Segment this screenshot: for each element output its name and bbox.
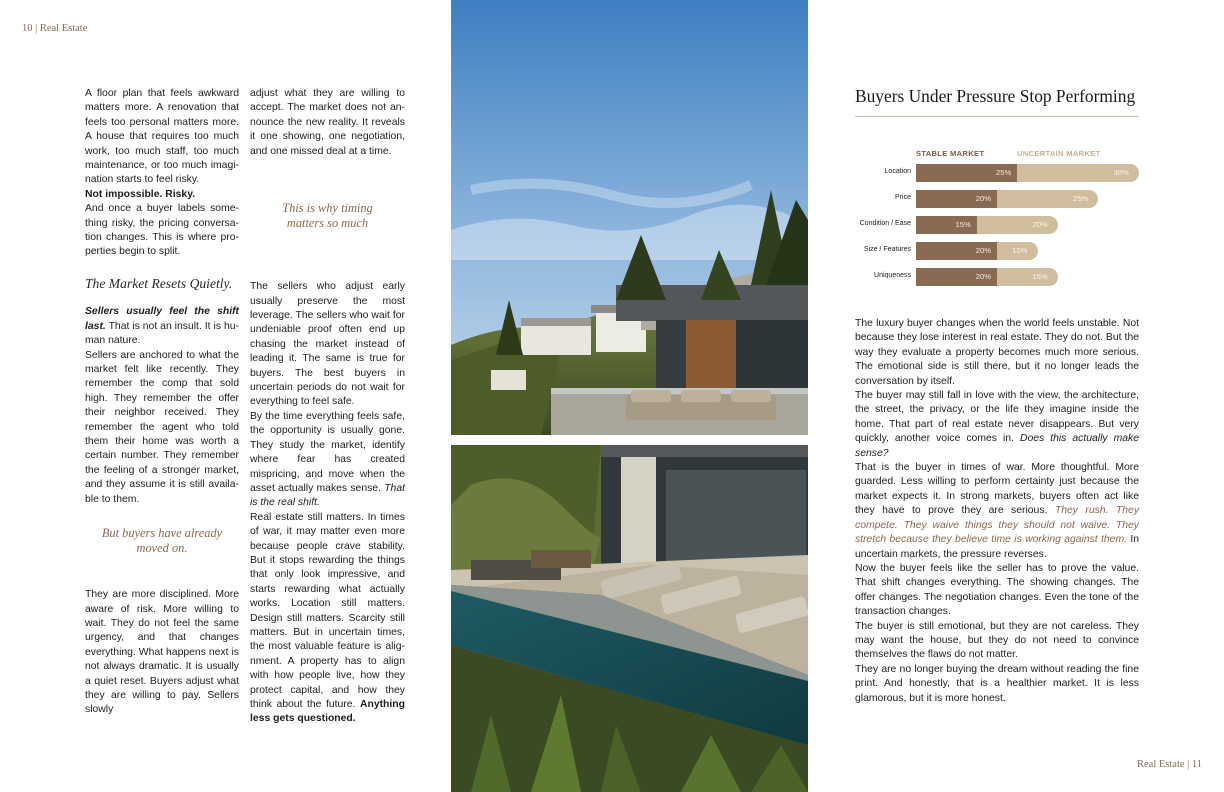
paragraph-italic: That is the real shift.	[250, 482, 405, 509]
folio-left: 10 | Real Estate	[22, 23, 88, 34]
paragraph: Sellers are anchored to what the market felt like recently. They remember the comp that sold high. They remember the offer their neighbor received. They remember the agent who told them their home was worth a certain number. They remember the feeling of a stronger market, and they assume it is still available to them.	[85, 349, 239, 505]
modern-hillside-villa-photo	[451, 0, 808, 435]
villa-photo-illustration	[451, 0, 808, 435]
paragraph-bold: Not impossible. Risky.	[85, 188, 196, 200]
value-label-uncertain: 10%	[1012, 246, 1028, 255]
paragraph-text: By the time everything feels safe, the opportunity is usually gone. They study the market, identify where fear has created mispricing, and move when the asset actually makes sense.	[250, 410, 405, 494]
category-label: Size / Features	[863, 246, 911, 253]
text-column-2	[250, 87, 405, 727]
paragraph: The buyer is still emotional, but they are not careless. They may want the house, but they do not need to convince themselves the flaws do not matter.	[855, 620, 1139, 661]
paragraph: adjust what they are willing to accept. The market does not announce the new reality. It reveals it one showing, one negotiation, and one missed deal at a time.	[250, 88, 405, 157]
lead-in-rest: That is not an insult. It is human nature.	[85, 320, 239, 347]
folio-right: Real Estate | 11	[1137, 759, 1202, 770]
title-divider	[855, 116, 1139, 117]
text-column-3	[855, 317, 1139, 706]
paragraph: The luxury buyer changes when the world feels unstable. Not because they lose interest in real estate. They do not. But the way they evaluate a property becomes much more serious. The emotional side is still there, but it no longer leads the conversation by itself.	[855, 318, 1139, 387]
paragraph: Now the buyer feels like the seller has to prove the value. That shift changes everything. The showing changes. The offer changes. The negotiation changes. Even the tone of the transaction changes.	[855, 562, 1139, 618]
paragraph	[250, 410, 405, 511]
value-label-stable: 15%	[955, 220, 971, 229]
legend-stable-market: STABLE MARKET	[916, 149, 985, 158]
pool-photo-illustration	[451, 445, 808, 792]
paragraph: And once a buyer labels something risky, the pricing conversation changes. This is where properties begin to split.	[85, 203, 239, 258]
paragraph-accent: They rush. They compete. They waive things they should not waive. They stretch because they believe time is working against them.	[855, 505, 1140, 546]
paragraph: They are more disciplined. More aware of risk. More willing to wait. They do not feel the same urgency, and that changes everything. What happens next is not always dramatic. It is usually a quiet reset. Buyers adjust what they are willing to pay. Sellers slowly	[85, 589, 239, 716]
value-label-stable: 20%	[975, 194, 991, 203]
paragraph-text: The buyer may still fall in love with the view, the architecture, the street, the privacy, or the life they imagine inside the home. That part of real estate never disappears. But very quickly, another voice comes in.	[855, 390, 1139, 445]
pull-quote: But buyers have already moved on.	[101, 525, 223, 555]
paragraph-text: In uncertain markets, the pressure reverses.	[855, 534, 1139, 560]
paragraph	[250, 511, 405, 727]
value-label-stable: 20%	[975, 246, 991, 255]
paragraph: The sellers who adjust early usually preserve the most leverage. The sellers who wait for undeniable proof often end up chasing the market instead of leading it. The same is true for buyers. The best buyers in uncertain periods do not wait for everything to feel safe.	[250, 281, 405, 408]
value-label-uncertain: 25%	[1073, 194, 1089, 203]
text-column-1	[85, 87, 239, 718]
value-label-uncertain: 30%	[1113, 168, 1129, 177]
value-label-uncertain: 15%	[1032, 272, 1048, 281]
buyer-priorities-chart	[835, 140, 1145, 290]
pull-quote: This is why timing matters so much	[282, 201, 373, 230]
paragraph	[85, 305, 239, 348]
category-label: Uniqueness	[874, 272, 911, 279]
page-title: Buyers Under Pressure Stop Performing	[855, 86, 1136, 106]
value-label-stable: 20%	[975, 272, 991, 281]
section-heading: The Market Resets Quietly.	[85, 275, 233, 291]
paragraph	[855, 389, 1139, 461]
paragraph-italic: Does this actually make sense?	[855, 433, 1139, 459]
paragraph	[855, 461, 1139, 562]
paragraph: A floor plan that feels awkward matters more. A renovation that feels too personal matters more. A house that requires too much work, too much staff, too much maintenance, or too much imagination starts to feel risky.	[85, 88, 239, 186]
value-label-stable: 25%	[996, 168, 1012, 177]
category-label: Condition / Ease	[859, 220, 911, 227]
category-label: Price	[895, 194, 911, 201]
lead-in-bold: Sellers usually feel the shift last.	[85, 306, 239, 332]
paragraph-text: Real estate still matters. In times of war, it may matter even more because people crave stability. But it stops rewarding the things that only look impressive, and starts rewarding what actually works. Location still matters. Design still matters. Scarcity still matters. But in uncertain times, the most valuable feature is alignment. A property has to align with how people live, how they protect capital, and how they think about the future.	[250, 511, 405, 710]
paragraph-bold: Anything less gets questioned.	[250, 699, 405, 725]
value-label-uncertain: 20%	[1032, 220, 1048, 229]
legend-uncertain-market: UNCERTAIN MARKET	[1017, 149, 1101, 158]
paragraph-text: That is the buyer in times of war. More thoughtful. More guarded. Less willing to perform certainty just because the market expects it. In strong markets, buyers often act like they have to prove they are serious.	[855, 462, 1139, 517]
paragraph: They are no longer buying the dream without reading the fine print. And honestly, that is a healthier market. It is less glamorous, but it is more honest.	[855, 663, 1139, 704]
category-label: Location	[884, 168, 911, 175]
infinity-pool-terrace-photo	[451, 445, 808, 792]
